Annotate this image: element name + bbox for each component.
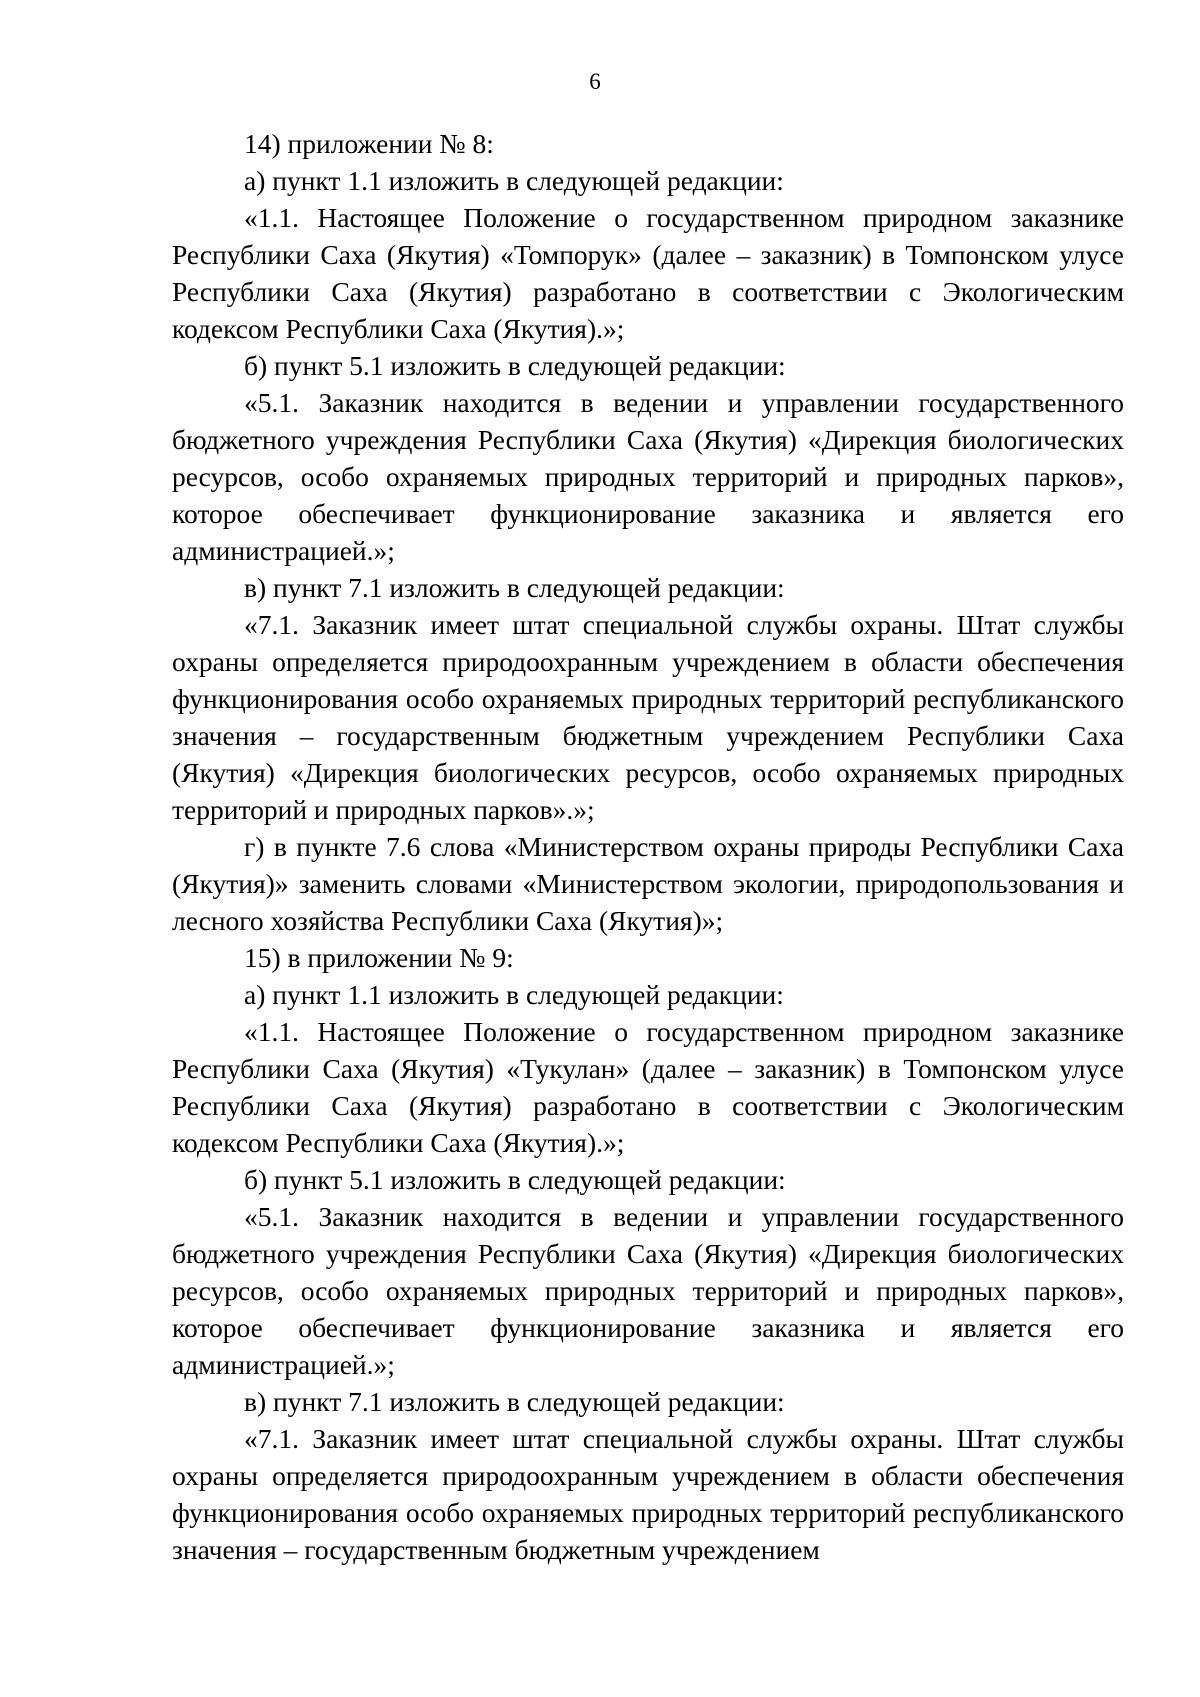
- subitem-v-instruction: в) пункт 7.1 изложить в следующей редакции:: [244, 1386, 785, 1417]
- clause-1-1-text: «1.1. Настоящее Положение о государственном природном заказнике Республики Саха (Якутия) «Тукулан» (далее – заказник) в Томпонском улусе Республики Саха (Якутия) разработано в соответствии с Экологическим кодексом Республики Саха (Якутия).»;: [172, 1016, 1124, 1158]
- subitem-b-instruction: б) пункт 5.1 изложить в следующей редакции:: [244, 350, 786, 381]
- subitem-v-instruction: в) пункт 7.1 изложить в следующей редакции:: [244, 572, 785, 603]
- clause-1-1-text: «1.1. Настоящее Положение о государственном природном заказнике Республики Саха (Якутия) «Томпорук» (далее – заказник) в Томпонском улусе Республики Саха (Якутия) разработано в соответствии с Экологическим кодексом Республики Саха (Якутия).»;: [172, 202, 1124, 344]
- page-number: 6: [589, 69, 601, 94]
- clause-7-1-text: «7.1. Заказник имеет штат специальной службы охраны. Штат службы охраны определяется природоохранным учреждением в области обеспечения функционирования особо охраняемых природных территорий республиканского значения – государственным бюджетным учреждением: [172, 1423, 1124, 1565]
- subitem-g-instruction: г) в пункте 7.6 слова «Министерством охраны природы Республики Саха (Якутия)» заменить словами «Министерством экологии, природопользования и лесного хозяйства Республики Саха (Якутия)»;: [172, 831, 1124, 936]
- subitem-a-instruction: а) пункт 1.1 изложить в следующей редакции:: [244, 165, 784, 196]
- clause-7-1-text: «7.1. Заказник имеет штат специальной службы охраны. Штат службы охраны определяется природоохранным учреждением в области обеспечения функционирования особо охраняемых природных территорий республиканского значения – государственным бюджетным учреждением Республики Саха (Якутия) «Дирекция биологических ресурсов, особо охраняемых природных территорий и природных парков».»;: [172, 609, 1124, 825]
- list-item-14-heading: 14) приложении № 8:: [244, 128, 494, 159]
- list-item-15-heading: 15) в приложении № 9:: [244, 942, 514, 973]
- clause-5-1-text: «5.1. Заказник находится в ведении и управлении государственного бюджетного учреждения Республики Саха (Якутия) «Дирекция биологических ресурсов, особо охраняемых природных территорий и природных парков», которое обеспечивает функционирование заказника и является его администрацией.»;: [172, 387, 1124, 566]
- document-body: [172, 125, 1124, 1568]
- subitem-a-instruction: а) пункт 1.1 изложить в следующей редакции:: [244, 979, 784, 1010]
- subitem-b-instruction: б) пункт 5.1 изложить в следующей редакции:: [244, 1164, 786, 1195]
- clause-5-1-text: «5.1. Заказник находится в ведении и управлении государственного бюджетного учреждения Республики Саха (Якутия) «Дирекция биологических ресурсов, особо охраняемых природных территорий и природных парков», которое обеспечивает функционирование заказника и является его администрацией.»;: [172, 1201, 1124, 1380]
